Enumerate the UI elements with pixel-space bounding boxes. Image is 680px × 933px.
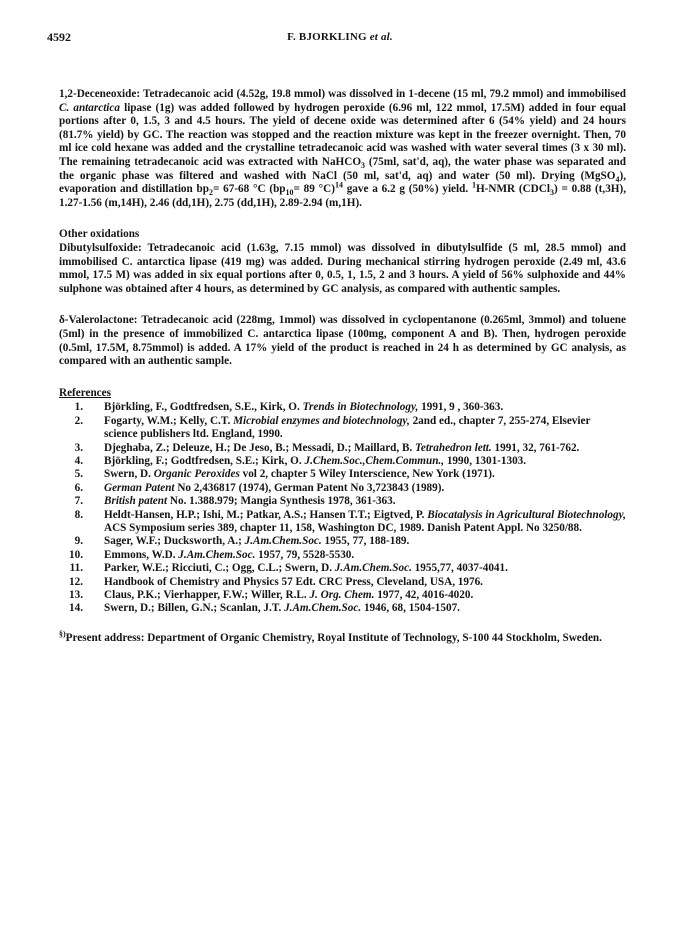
reference-authors: Fogarty, W.M.; Kelly, C.T.: [104, 414, 234, 427]
reference-item: [59, 589, 626, 602]
footnote-mark: §): [59, 629, 66, 639]
reference-journal: Tetrahedron lett.: [415, 441, 492, 454]
reference-details: 1991, 32, 761-762.: [491, 441, 580, 454]
reference-number: 6.: [74, 481, 83, 494]
dibutylsulfoxide-lead: Dibutylsulfoxide:: [59, 241, 142, 254]
reference-journal: J. Org. Chem.: [309, 588, 375, 601]
reference-authors: Parker, W.E.; Ricciuti, C.; Ogg, C.L.; Swern, D.: [104, 562, 335, 575]
reference-details: vol 2, chapter 5 Wiley Interscience, New York (1971).: [239, 468, 495, 481]
reference-details: 1957, 79, 5528-5530.: [255, 548, 355, 561]
running-head: [0, 31, 680, 43]
footnote: [59, 629, 626, 646]
reference-authors: Swern, D.: [104, 468, 154, 481]
reference-number: 10.: [69, 548, 83, 561]
spacer: [59, 210, 626, 228]
reference-journal: Microbial enzymes and biotechnology,: [233, 414, 410, 427]
spacer: [59, 369, 626, 387]
reference-item: [59, 549, 626, 562]
p1-sub-1: 3: [361, 161, 366, 171]
p1-sub-2: 4: [615, 174, 620, 184]
reference-number: 9.: [74, 535, 83, 548]
p3-text: Tetradecanoic acid (228mg, 1mmol) was dissolved in cyclopentanone (0.265ml, 3mmol) and toluene (5ml) in the presence of immobilized C. antarctica lipase (100mg, component A and B). Then, hydrogen peroxide (0.5ml, 17.5M, 8.75mmol) is added. A 17% yield of the product is reached in 24 h as determined by GC analysis, as compared with an authentic sample.: [59, 314, 626, 368]
reference-number: 2.: [74, 414, 83, 427]
deceneoxide-paragraph: [59, 88, 626, 210]
reference-details: 1991, 9 , 360-363.: [418, 401, 504, 414]
reference-number: 14.: [69, 602, 83, 615]
reference-details: 2and ed., chapter 7, 255-274, Elsevier science publishers ltd. England, 1990.: [104, 414, 591, 441]
running-head-author: F. BJORKLING: [287, 31, 367, 43]
reference-journal: J.Am.Chem.Soc.: [334, 562, 412, 575]
valerolactone-lead: δ-Valerolactone:: [59, 314, 138, 327]
p1-text-3: (75ml, sat'd, aq), the water phase was separated and the organic phase was filtered and washed with NaCl (50 ml, sat'd, aq) and water (50 ml). Drying (MgSO: [59, 155, 626, 182]
reference-journal: J.Chem.Soc.,Chem.Commun.,: [304, 454, 445, 467]
reference-details: 1990, 1301-1303.: [444, 454, 527, 467]
reference-journal: J.Am.Chem.Soc.: [244, 535, 322, 548]
p1-text-5: = 67-68 °C (bp: [212, 183, 286, 196]
p1-sub-3: 2: [208, 188, 213, 198]
reference-item: [59, 535, 626, 548]
reference-number: 7.: [74, 495, 83, 508]
reference-details: No 2,436817 (1974), German Patent No 3,723843 (1989).: [174, 481, 445, 494]
valerolactone-paragraph: [59, 314, 626, 368]
other-oxidations-heading: Other oxidations: [59, 228, 140, 241]
p1-text-7: gave a 6.2 g (50%) yield.: [342, 183, 472, 196]
reference-item: [59, 495, 626, 508]
p1-text-2: lipase (1g) was added followed by hydrogen peroxide (6.96 ml, 122 mmol, 17.5M) added in four equal portions after 0, 1.5, 3 and 4.5 hours. The yield of decene oxide was determined after 6 (54% yield) and 24 hours (81.7% yield) by GC. The reaction was stopped and the reaction mixture was kept in the freezer overnight. Then, 70 ml ice cold hexane was added and the crystalline tetradecanoic acid was washed with water several times (3 x 30 ml). The remaining tetradecanoic acid was extracted with NaHCO: [59, 101, 626, 168]
p1-text-4: ), evaporation and distillation bp: [59, 169, 626, 196]
reference-item: [59, 442, 626, 455]
reference-details: 1946, 68, 1504-1507.: [361, 602, 460, 615]
reference-authors: Emmons, W.D.: [104, 548, 179, 561]
reference-authors: Claus, P.K.; Vierhapper, F.W.; Willer, R.L.: [104, 588, 310, 601]
references-heading: References: [59, 386, 111, 399]
reference-number: 11.: [69, 562, 83, 575]
p2-text: Tetradecanoic acid (1.63g, 7.15 mmol) was dissolved in dibutylsulfide (5 ml, 28.5 mmol) and immobilised C. antarctica lipase (419 mg) was added. During mechanical stirring hydrogen peroxide (2.49 ml, 43.6 mmol, 17.5 M) was added in six equal portions after 0, 0.5, 1, 1.5, 2 and 3 hours. A yield of 56% sulphoxide and 44% sulphone was obtained after 4 hours, as determined by GC analysis, as compared with authentic samples.: [59, 241, 626, 295]
reference-item: [59, 602, 626, 615]
reference-item: [59, 482, 626, 495]
reference-authors: Swern, D.; Billen, G.N.; Scanlan, J.T.: [104, 602, 285, 615]
running-head-etal: et al.: [369, 31, 393, 43]
p1-sub-4: 10: [285, 188, 294, 198]
reference-item: [59, 415, 626, 442]
reference-journal: Biocatalysis in Agricultural Biotechnology,: [427, 508, 626, 521]
spacer: [59, 296, 626, 314]
references-list: [59, 401, 626, 616]
reference-journal: J.Am.Chem.Soc.: [284, 602, 362, 615]
reference-item: [59, 401, 626, 414]
reference-authors: Handbook of Chemistry and Physics 57 Edt. CRC Press, Cleveland, USA, 1976.: [104, 575, 483, 588]
reference-number: 3.: [74, 441, 83, 454]
reference-item: [59, 455, 626, 468]
p1-sup-ref: 14: [334, 180, 343, 190]
p1-text-6: = 89 °C): [293, 183, 335, 196]
reference-number: 4.: [74, 454, 83, 467]
p1-text-8: H-NMR (CDCl: [475, 183, 550, 196]
reference-journal: Organic Peroxides: [153, 468, 240, 481]
reference-details: ACS Symposium series 389, chapter 11, 158, Washington DC, 1989. Danish Patent Appl. No 3250/88.: [104, 521, 582, 534]
deceneoxide-lead: 1,2-Deceneoxide:: [59, 88, 141, 100]
reference-number: 8.: [74, 508, 83, 521]
reference-details: 1955, 77, 188-189.: [321, 535, 410, 548]
reference-authors: Heldt-Hansen, H.P.; Ishi, M.; Patkar, A.S.; Hansen T.T.; Eigtved, P.: [104, 508, 428, 521]
reference-details: 1955,77, 4037-4041.: [411, 562, 508, 575]
article-body: [59, 88, 626, 645]
p1-italic-species: C. antarctica: [59, 101, 120, 114]
reference-details: 1977, 42, 4016-4020.: [374, 588, 474, 601]
p1-sup-nmr: 1: [471, 180, 476, 190]
reference-item: [59, 562, 626, 575]
p1-sub-5: 3: [549, 188, 554, 198]
reference-authors: Björkling, F., Godtfredsen, S.E., Kirk, O.: [104, 401, 303, 414]
reference-number: 12.: [69, 575, 83, 588]
footnote-text: Present address: Department of Organic Chemistry, Royal Institute of Technology, S-100 44 Stockholm, Sweden.: [65, 631, 602, 644]
reference-authors: Sager, W.F.; Ducksworth, A.;: [104, 535, 245, 548]
p1-text-9: ) = 0.88 (t,3H), 1.27-1.56 (m,14H), 2.46 (dd,1H), 2.75 (dd,1H), 2.89-2.94 (m,1H).: [59, 183, 627, 209]
reference-item: [59, 576, 626, 589]
reference-authors: Björkling, F.; Godtfredsen, S.E.; Kirk, O.: [104, 454, 305, 467]
page-number: 4592: [47, 30, 71, 44]
dibutylsulfoxide-paragraph: [59, 242, 626, 296]
reference-item: [59, 468, 626, 481]
reference-journal: J.Am.Chem.Soc.: [178, 548, 256, 561]
reference-item: [59, 509, 626, 536]
reference-journal: Trends in Biotechnology,: [302, 401, 419, 414]
reference-number: 13.: [69, 588, 83, 601]
reference-details: No. 1.388.979; Mangia Synthesis 1978, 361-363.: [167, 495, 396, 508]
reference-journal: German Patent: [104, 481, 175, 494]
reference-number: 5.: [74, 468, 83, 481]
reference-number: 1.: [74, 401, 83, 414]
reference-authors: Djeghaba, Z.; Deleuze, H.; De Jeso, B.; Messadi, D.; Maillard, B.: [104, 441, 416, 454]
p1-text-1: Tetradecanoic acid (4.52g, 19.8 mmol) was dissolved in 1-decene (15 ml, 79.2 mmol) and immobilised: [140, 88, 626, 100]
reference-journal: British patent: [104, 495, 168, 508]
